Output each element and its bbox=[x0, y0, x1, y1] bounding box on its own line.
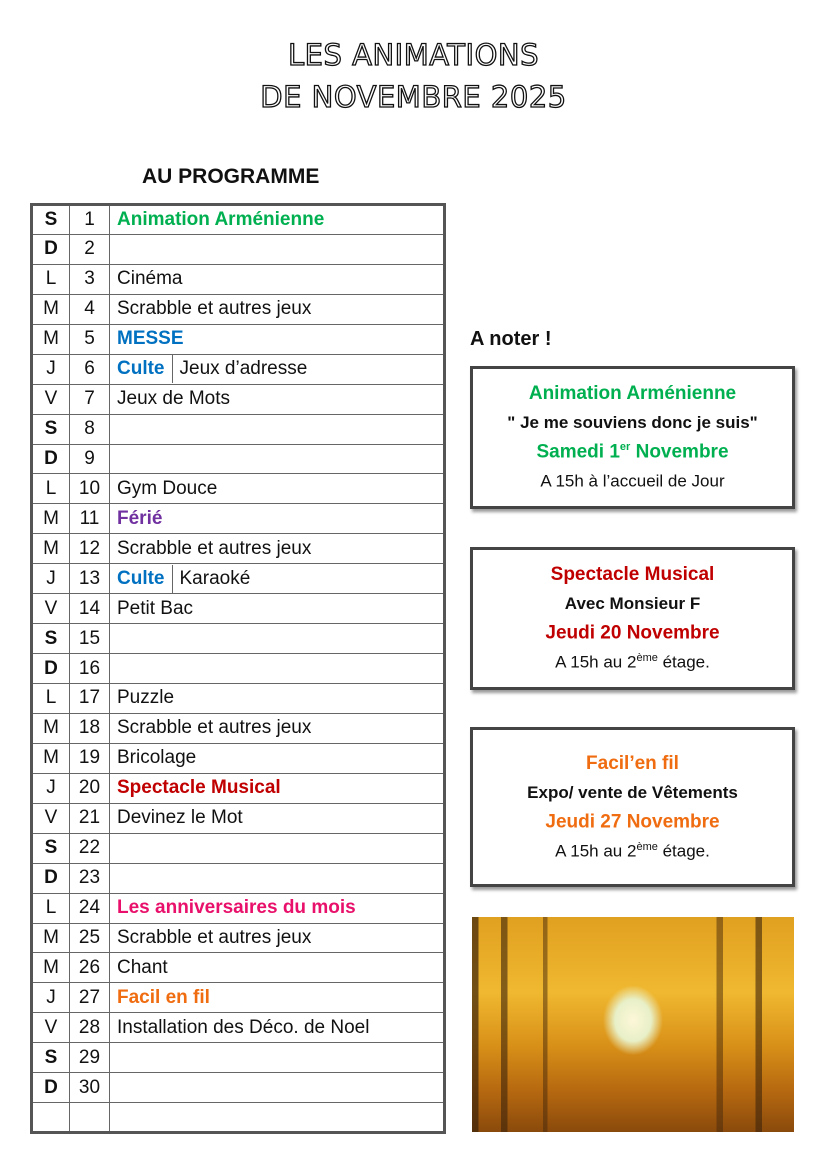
event-label: Petit Bac bbox=[117, 597, 194, 619]
program-heading: AU PROGRAMME bbox=[142, 165, 320, 188]
box-date bbox=[473, 622, 792, 644]
day-number: 20 bbox=[70, 773, 110, 803]
autumn-forest-photo bbox=[472, 917, 794, 1132]
table-row bbox=[32, 414, 445, 444]
event-cell bbox=[110, 803, 445, 833]
event-extra: Karaoké bbox=[179, 567, 251, 589]
event-cell bbox=[110, 534, 445, 564]
day-number: 6 bbox=[70, 354, 110, 384]
event-cell bbox=[110, 684, 445, 714]
table-row bbox=[32, 1043, 445, 1073]
box-date bbox=[473, 441, 792, 463]
event-cell bbox=[110, 205, 445, 235]
time-rest: étage. bbox=[657, 841, 710, 861]
table-row bbox=[32, 1073, 445, 1103]
event-cell bbox=[110, 654, 445, 684]
day-number: 21 bbox=[70, 803, 110, 833]
day-letter: J bbox=[32, 354, 70, 384]
event-label: Bricolage bbox=[117, 747, 197, 769]
date-sup: er bbox=[619, 441, 631, 453]
day-letter: M bbox=[32, 923, 70, 953]
day-number: 25 bbox=[70, 923, 110, 953]
time-sup: ème bbox=[636, 652, 658, 665]
event-cell bbox=[110, 234, 445, 264]
day-number: 24 bbox=[70, 893, 110, 923]
day-letter: L bbox=[32, 684, 70, 714]
event-cell bbox=[110, 833, 445, 863]
event-cell bbox=[110, 414, 445, 444]
table-row bbox=[32, 504, 445, 534]
day-number: 29 bbox=[70, 1043, 110, 1073]
event-label: Scrabble et autres jeux bbox=[117, 298, 312, 320]
day-letter: M bbox=[32, 534, 70, 564]
time-text: A 15h au 2 bbox=[555, 841, 637, 861]
table-row bbox=[32, 923, 445, 953]
day-number: 12 bbox=[70, 534, 110, 564]
event-label: Gym Douce bbox=[117, 477, 218, 499]
table-row bbox=[32, 654, 445, 684]
table-row bbox=[32, 893, 445, 923]
page-title-line2: DE NOVEMBRE 2025 bbox=[260, 80, 567, 114]
event-label: Scrabble et autres jeux bbox=[117, 926, 312, 948]
day-letter: M bbox=[32, 743, 70, 773]
box-time bbox=[473, 841, 792, 862]
event-cell bbox=[110, 504, 445, 534]
day-letter: D bbox=[32, 654, 70, 684]
day-number: 9 bbox=[70, 444, 110, 474]
time-rest: étage. bbox=[657, 652, 710, 672]
table-row bbox=[32, 1013, 445, 1043]
day-letter: D bbox=[32, 863, 70, 893]
day-letter: S bbox=[32, 205, 70, 235]
day-number: 17 bbox=[70, 684, 110, 714]
table-row bbox=[32, 833, 445, 863]
box-subtitle: Expo/ vente de Vêtements bbox=[527, 782, 738, 802]
event-cell bbox=[110, 264, 445, 294]
event-label: Puzzle bbox=[117, 687, 175, 709]
page-title-line1: LES ANIMATIONS bbox=[288, 38, 539, 72]
table-row bbox=[32, 264, 445, 294]
day-letter: V bbox=[32, 803, 70, 833]
event-cell bbox=[110, 953, 445, 983]
day-letter: D bbox=[32, 1073, 70, 1103]
event-label: Culte bbox=[110, 355, 173, 383]
box-time bbox=[473, 471, 792, 492]
table-row bbox=[32, 234, 445, 264]
event-label: Animation Arménienne bbox=[117, 208, 325, 230]
box-subtitle: " Je me souviens donc je suis" bbox=[507, 413, 758, 432]
day-letter: J bbox=[32, 773, 70, 803]
day-number: 3 bbox=[70, 264, 110, 294]
table-row bbox=[32, 953, 445, 983]
table-row bbox=[32, 863, 445, 893]
event-cell bbox=[110, 624, 445, 654]
event-label: Devinez le Mot bbox=[117, 807, 243, 829]
day-number: 7 bbox=[70, 384, 110, 414]
day-letter: V bbox=[32, 1013, 70, 1043]
event-label: Scrabble et autres jeux bbox=[117, 537, 312, 559]
event-cell bbox=[110, 1043, 445, 1073]
day-number: 26 bbox=[70, 953, 110, 983]
event-cell bbox=[110, 294, 445, 324]
table-row bbox=[32, 294, 445, 324]
day-number: 22 bbox=[70, 833, 110, 863]
day-letter: D bbox=[32, 234, 70, 264]
day-number: 15 bbox=[70, 624, 110, 654]
day-number: 4 bbox=[70, 294, 110, 324]
table-row bbox=[32, 324, 445, 354]
box-title: Spectacle Musical bbox=[550, 564, 715, 585]
event-cell bbox=[110, 1073, 445, 1103]
day-letter: M bbox=[32, 713, 70, 743]
day-letter: S bbox=[32, 1043, 70, 1073]
day-letter bbox=[32, 1103, 70, 1133]
day-letter: J bbox=[32, 564, 70, 594]
event-cell bbox=[110, 713, 445, 743]
event-label: Jeux de Mots bbox=[117, 388, 230, 410]
event-cell bbox=[110, 983, 445, 1013]
table-row bbox=[32, 803, 445, 833]
event-box bbox=[470, 727, 795, 887]
table-row bbox=[32, 743, 445, 773]
event-cell bbox=[110, 743, 445, 773]
day-number: 16 bbox=[70, 654, 110, 684]
table-row bbox=[32, 594, 445, 624]
table-row bbox=[32, 534, 445, 564]
date-rest: Novembre bbox=[630, 441, 729, 463]
day-letter: L bbox=[32, 893, 70, 923]
event-cell bbox=[110, 594, 445, 624]
box-date bbox=[473, 811, 792, 833]
day-number: 13 bbox=[70, 564, 110, 594]
day-number: 23 bbox=[70, 863, 110, 893]
day-letter: J bbox=[32, 983, 70, 1013]
day-number: 28 bbox=[70, 1013, 110, 1043]
event-cell bbox=[110, 893, 445, 923]
event-label: Férié bbox=[117, 507, 163, 529]
event-cell bbox=[110, 773, 445, 803]
day-number: 1 bbox=[70, 205, 110, 235]
date-text: Jeudi 27 Novembre bbox=[545, 810, 720, 832]
event-label: Installation des Déco. de Noel bbox=[117, 1016, 370, 1038]
table-row bbox=[32, 1103, 445, 1133]
date-text: Jeudi 20 Novembre bbox=[545, 622, 720, 644]
event-cell bbox=[110, 863, 445, 893]
table-row bbox=[32, 384, 445, 414]
day-letter: L bbox=[32, 264, 70, 294]
schedule-table bbox=[30, 203, 446, 1134]
day-letter: V bbox=[32, 594, 70, 624]
box-subtitle: Avec Monsieur F bbox=[564, 594, 701, 613]
day-letter: M bbox=[32, 953, 70, 983]
table-row bbox=[32, 564, 445, 594]
time-text: A 15h au 2 bbox=[555, 652, 637, 672]
event-cell bbox=[110, 384, 445, 414]
event-cell bbox=[110, 474, 445, 504]
table-row bbox=[32, 444, 445, 474]
day-letter: M bbox=[32, 504, 70, 534]
table-row bbox=[32, 205, 445, 235]
event-cell bbox=[110, 923, 445, 953]
day-number: 2 bbox=[70, 234, 110, 264]
event-box bbox=[470, 547, 795, 690]
table-row bbox=[32, 354, 445, 384]
table-row bbox=[32, 624, 445, 654]
time-text: A 15h à l’accueil de Jour bbox=[540, 471, 725, 491]
day-letter: L bbox=[32, 474, 70, 504]
box-title: Facil’en fil bbox=[586, 752, 679, 774]
day-letter: S bbox=[32, 833, 70, 863]
event-label: MESSE bbox=[117, 328, 184, 350]
table-row bbox=[32, 684, 445, 714]
event-label: Culte bbox=[110, 565, 173, 593]
event-extra: Jeux d’adresse bbox=[179, 358, 308, 380]
event-label: Facil en fil bbox=[117, 986, 210, 1008]
event-label: Scrabble et autres jeux bbox=[117, 717, 312, 739]
day-letter: M bbox=[32, 324, 70, 354]
day-number bbox=[70, 1103, 110, 1133]
event-box bbox=[470, 366, 795, 509]
box-time bbox=[473, 652, 792, 673]
event-label: Les anniversaires du mois bbox=[117, 897, 356, 919]
event-label: Spectacle Musical bbox=[117, 777, 281, 799]
event-cell bbox=[110, 444, 445, 474]
day-letter: V bbox=[32, 384, 70, 414]
note-heading: A noter ! bbox=[470, 328, 552, 350]
table-row bbox=[32, 474, 445, 504]
event-label: Cinéma bbox=[117, 268, 183, 290]
event-cell bbox=[110, 1103, 445, 1133]
date-text: Samedi 1 bbox=[536, 441, 620, 463]
day-letter: S bbox=[32, 414, 70, 444]
day-letter: D bbox=[32, 444, 70, 474]
event-cell bbox=[110, 354, 445, 384]
table-row bbox=[32, 713, 445, 743]
event-cell bbox=[110, 1013, 445, 1043]
day-number: 10 bbox=[70, 474, 110, 504]
day-number: 8 bbox=[70, 414, 110, 444]
box-title: Animation Arménienne bbox=[528, 383, 737, 404]
table-row bbox=[32, 983, 445, 1013]
day-number: 11 bbox=[70, 504, 110, 534]
day-number: 5 bbox=[70, 324, 110, 354]
day-letter: S bbox=[32, 624, 70, 654]
day-number: 27 bbox=[70, 983, 110, 1013]
event-cell bbox=[110, 564, 445, 594]
day-letter: M bbox=[32, 294, 70, 324]
event-cell bbox=[110, 324, 445, 354]
event-label: Chant bbox=[117, 956, 168, 978]
day-number: 14 bbox=[70, 594, 110, 624]
table-row bbox=[32, 773, 445, 803]
time-sup: ème bbox=[636, 840, 658, 853]
day-number: 19 bbox=[70, 743, 110, 773]
day-number: 30 bbox=[70, 1073, 110, 1103]
day-number: 18 bbox=[70, 713, 110, 743]
